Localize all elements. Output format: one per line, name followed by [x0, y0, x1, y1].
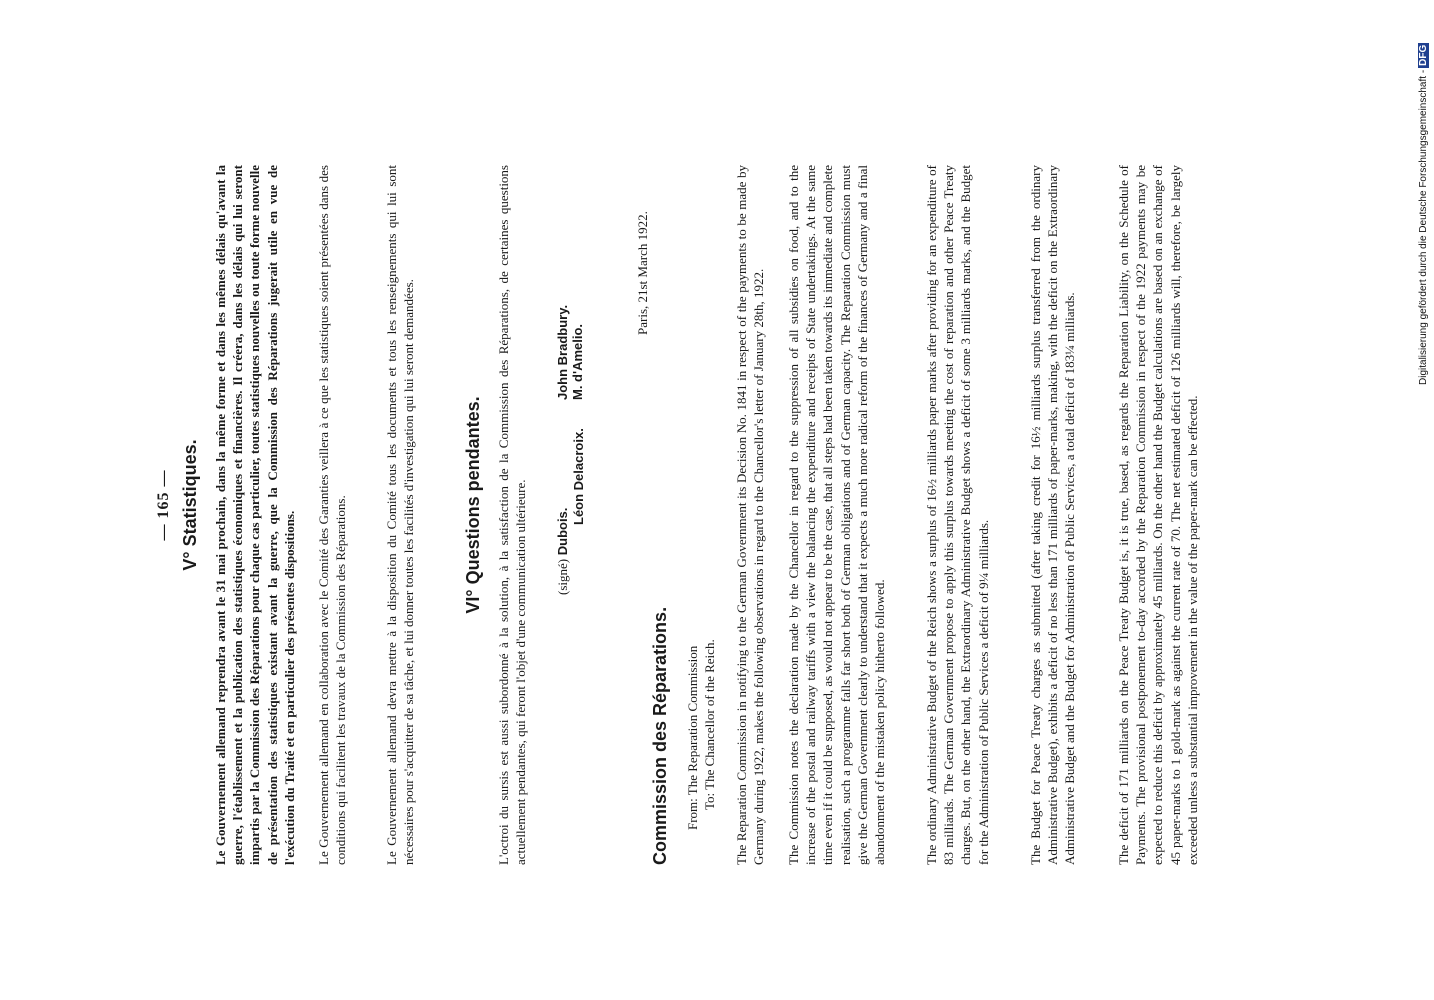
signature-bradbury: John Bradbury.	[555, 304, 570, 400]
date-line: Paris, 21st March 1922.	[635, 211, 650, 335]
signature-block-right	[555, 305, 585, 400]
dfg-logo: DFG	[1418, 44, 1429, 66]
digitization-credit	[1418, 43, 1429, 385]
to-line: To: The Chancellor of the Reich.	[702, 639, 717, 810]
commission-paragraph-3: The ordinary Administrative Budget of the Reich shows a surplus of 16½ milliards paper marks after providing for an expenditure of 83 milliards. The German Government propose to apply this surplus towards meeting the cost of reparation and other Peace Treaty charges. But, on the other hand, the Extraordinary Administrative Budget shows a deficit of some 3 milliards marks, and the Budget for the Administration of Public Services a deficit of 9¼ milliards.	[924, 165, 991, 865]
signature-dubois: Dubois.	[555, 507, 570, 556]
commission-paragraph-5: The deficit of 171 milliards on the Peace Treaty Budget is, it is true, based, as regards the Reparation Liability, on the Schedule of Payments. The provisional postponement to-day accorded by the Reparation Commission in respect of the 1922 payments may be expected to reduce this deficit by approximately 45 milliards. On the other hand the Budget calculations are based on an exchange of 45 paper-marks to 1 gold-mark as against the current rate of 70. The net estimated deficit of 126 milliards will, therefore, be largely exceeded unless a substantial improvement in the value of the paper-mark can be effected.	[1116, 165, 1200, 865]
signature-amelio: M. d'Amelio.	[570, 323, 585, 400]
signature-block-left	[555, 428, 586, 595]
section-v-heading: V° Statistiques.	[180, 439, 200, 571]
section-v-paragraph-2: Le Gouvernement allemand en collaboration avec le Comité des Garanties veillera à ce que les statistiques soient présentées dans des conditions qui facilitent les travaux de la Commission des Réparations.	[316, 165, 349, 865]
commission-paragraph-2: The Commission notes the declaration made by the Chancellor in regard to the suppression of all subsidies on food, and to the increase of the postal and railway tariffs with a view the balancing the expenditure and receipts of State undertakings. At the same time even if it could be supposed, as would not appear to be the case, that all steps had been taken towards its immediate and complete realisation, such a programme falls far short both of German obligations and of German capacity. The Reparation Commission must give the German Government clearly to understand that it expects a much more radical reform of the finances of Germany and a final abandonment of the mistaken policy hitherto followed.	[786, 165, 888, 865]
section-v-paragraph-1: Le Gouvernement allemand reprendra avant le 31 mai prochain, dans la même forme et dans les mêmes délais qu'avant la guerre, l'établissement et la publication des statistiques économiques et financières. Il créera, dans les délais qui lui seront impartis par la Commission des Réparations pour chaque cas particulier, toutes statistiques nouvelles ou toute forme nouvelle de présentation des statistiques existant avant la guerre, que la Commission des Réparations jugerait utile en vue de l'exécution du Traité et en particulier des présentes dispositions.	[213, 165, 297, 865]
commission-paragraph-4: The Budget for Peace Treaty charges as submitted (after taking credit for 16½ milliards surplus transferred from the ordinary Administrative Budget), exhibits a deficit of no less than 171 milliards of paper-marks, making, with the deficit on the Extraordinary Administrative Budget and the Budget for Administration of Public Services, a total deficit of 183¼ milliards.	[1028, 165, 1078, 865]
signature-delacroix: Léon Delacroix.	[571, 428, 586, 525]
digitization-credit-text: Digitalisierung gefördert durch die Deutsche Forschungsgemeinschaft -	[1418, 69, 1429, 385]
section-vi-heading: VI° Questions pendantes.	[463, 396, 483, 614]
commission-paragraph-1: The Reparation Commission in notifying to the German Government its Decision No. 1841 in respect of the payments to be made by Germany during 1922, makes the following observations in regard to the Chancellor's letter of January 28th, 1922.	[734, 165, 767, 865]
rotated-document-page	[95, 105, 1345, 905]
signature-prefix: (signé)	[555, 558, 570, 595]
section-vi-paragraph: L'octroi du sursis est aussi subordonné à la solution, à la satisfaction de la Commission des Réparations, de certaines questions actuellement pendantes, qui feront l'objet d'une communication ultérieure.	[496, 165, 529, 865]
from-line: From: The Reparation Commission	[685, 645, 700, 830]
commission-heading: Commission des Réparations.	[650, 606, 670, 865]
section-v-paragraph-3: Le Gouvernement allemand devra mettre à la disposition du Comité tous les documents et tous les renseignements qui lui sont nécessaires pour s'acquitter de sa tâche, et lui donner toutes les facilités d'investigation qui lui seront demandées.	[384, 165, 417, 865]
page-number: — 165 —	[155, 469, 172, 541]
